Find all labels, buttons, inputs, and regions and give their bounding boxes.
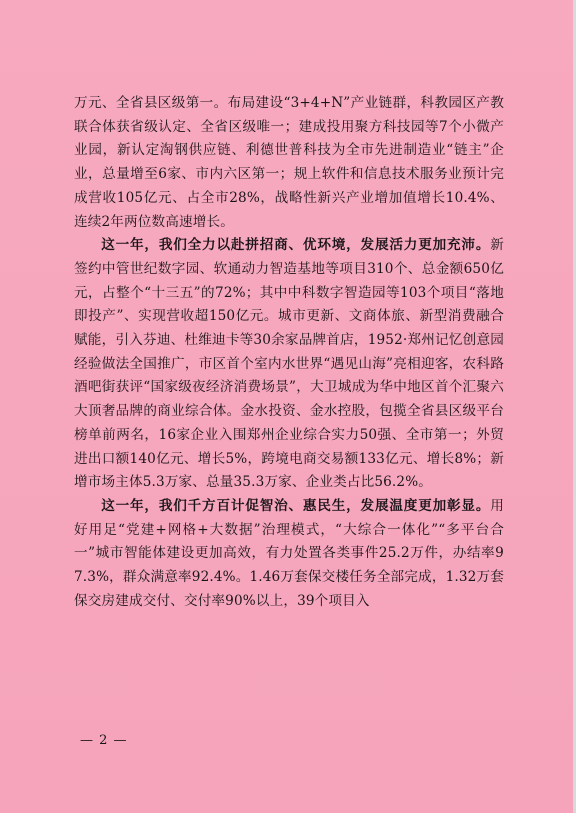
paragraph-text: 用好用足“党建+网格+大数据”治理模式，“大综合一体化”“多平台合一”城市智能体建设更加高效，有力处置各类事件25.2万件，办结率97.3%，群众满意率92.4%。1.46万套保交楼任务全部完成，1.32万套保交房建成交付、交付率90%以上，39个项目入 [74, 497, 504, 609]
paragraph-lead: 这一年，我们全力以赴拼招商、优环境，发展活力更加充沛。 [101, 237, 491, 254]
body-text [74, 92, 504, 613]
paragraph-lead: 这一年，我们千方百计促智治、惠民生，发展温度更加彰显。 [101, 497, 491, 514]
page-number: — 2 — [80, 733, 128, 748]
paragraph-industry [74, 92, 504, 234]
paragraph-text: 新签约中管世纪数字园、软通动力智造基地等项目310个、总金额650亿元，占整个“十三五”的72%；其中中科数字智造园等103个项目“落地即投产”、实现营收超150亿元。城市更新、文商体旅、新型消费融合赋能，引入芬迪、杜维迪卡等30余家品牌首店，1952·郑州记忆创意园经验做法全国推广，市区首个室内水世界“遇见山海”亮相迎客，农科路酒吧街获评“国家级夜经济消费场景”，大卫城成为华中地区首个汇聚六大顶奢品牌的商业综合体。金水投资、金水控股，包揽全省县区级平台榜单前两名，16家企业入围郑州企业综合实力50强、全市第一；外贸进出口额140亿元、增长5%，跨境电商交易额133亿元、增长8%；新增市场主体5.3万家、总量35.3万家、企业类占比56.2%。 [74, 237, 504, 491]
paragraph-investment [74, 234, 504, 495]
paragraph-text: 万元、全省县区级第一。布局建设“3+4+N”产业链群，科教园区产教联合体获省级认定、全省区级唯一；建成投用聚方科技园等7个小微产业园，新认定淘钢供应链、利德世普科技为全市先进制造业“链主”企业，总量增至6家、市内六区第一；规上软件和信息技术服务业预计完成营收105亿元、占全市28%，战略性新兴产业增加值增长10.4%、连续2年两位数高速增长。 [74, 95, 504, 230]
paragraph-livelihood [74, 495, 504, 614]
